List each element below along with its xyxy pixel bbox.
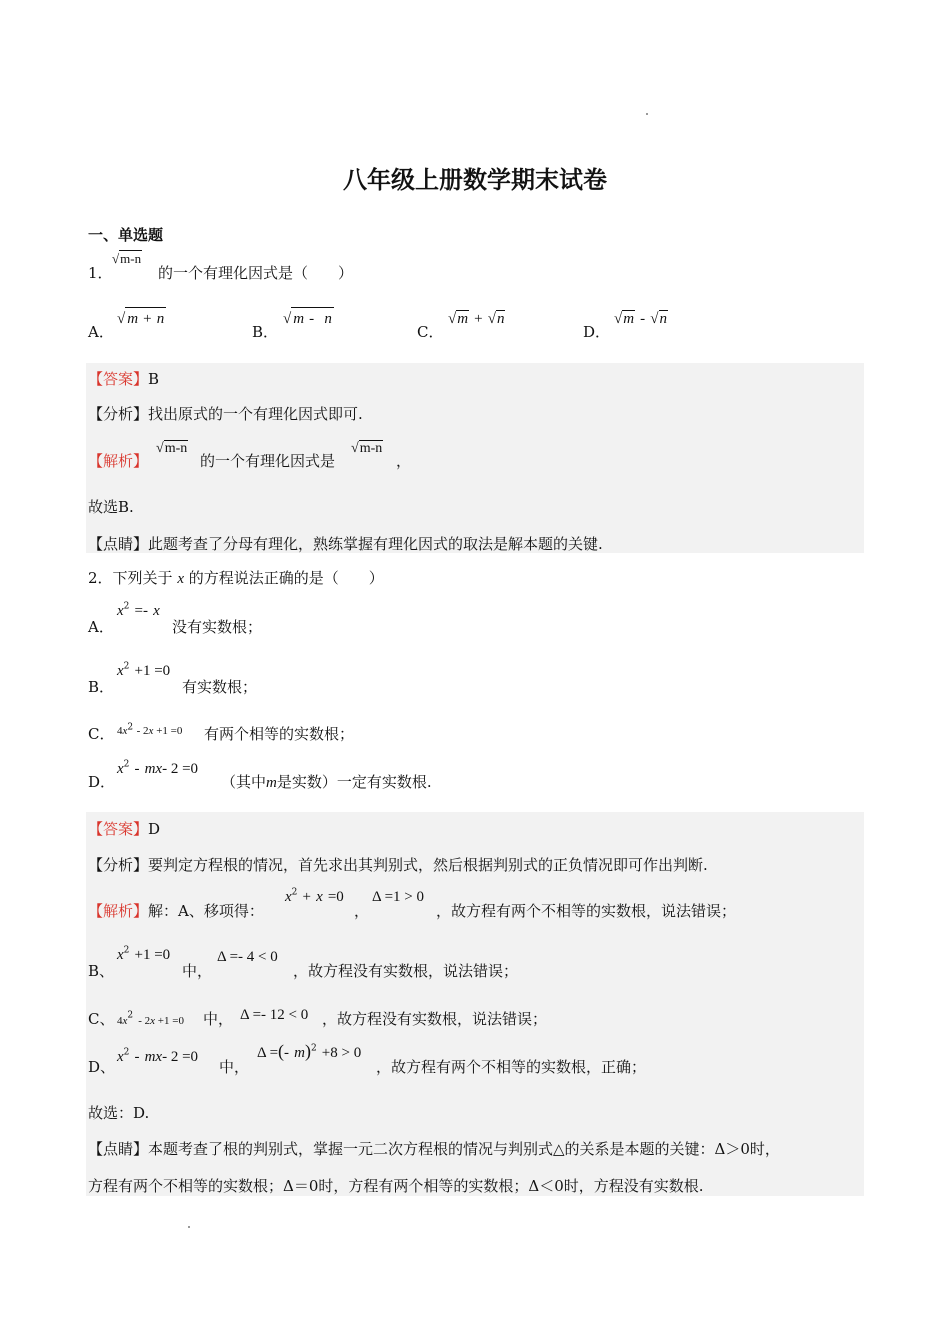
q1-option-b-label: B． <box>252 323 279 341</box>
q2-solution-b-mid: 中， <box>182 962 213 980</box>
q2-option-a-text: 没有实数根； <box>172 618 263 636</box>
q1-solution: 【解析】 <box>88 452 149 470</box>
q1-option-a-label: A． <box>88 323 114 341</box>
q2-solution-d-mid: 中， <box>219 1058 250 1076</box>
q1-stem <box>88 262 113 283</box>
q2-solution-d-eq: $x^2 - mx-$ 2 =0 <box>117 1047 199 1065</box>
q2-solution-d-delta: Δ =(- m)$^2$ +8 > 0 <box>257 1041 362 1061</box>
q2-answer: 【答案】D <box>88 820 161 838</box>
q1-option-c-label: C． <box>417 323 444 341</box>
q2-solution-b-eq: $x^2 +1 =0$ <box>117 945 171 963</box>
header-mark <box>646 113 648 115</box>
q2-option-b-text: 有实数根； <box>182 678 258 696</box>
q2-option-c-text: 有两个相等的实数根； <box>204 725 355 743</box>
q1-solution-radical-2: √m-n <box>351 441 383 456</box>
q1-radical: √m-n <box>112 251 142 266</box>
q1-solution-radical: √m-n <box>156 441 188 456</box>
q2-solution-b-end: ，故方程没有实数根，说法错误； <box>293 962 519 980</box>
q2-analysis: 【分析】要判定方程根的情况，首先求出其判别式，然后根据判别式的正负情况即可作出判断. <box>88 856 708 874</box>
q1-solution-end: ， <box>396 452 412 470</box>
q2-comment-line-1: 【点睛】本题考查了根的判别式，掌握一元二次方程根的情况与判别式△的关系是本题的关键：Δ＞0时， <box>88 1140 780 1158</box>
q2-solution-a: 【解析】解：A、移项得： <box>88 902 264 920</box>
q1-option-b-expr: √ m - n <box>283 308 334 328</box>
q1-answer: 【答案】B <box>88 370 160 388</box>
q1-option-d-label: D． <box>583 323 611 341</box>
q2-solution-c-delta: Δ =- 12 < 0 <box>240 1007 309 1023</box>
q1-radicand: m-n <box>120 251 142 266</box>
q2-solution-a-comma: ， <box>354 904 370 920</box>
q2-solution-c-mid: 中， <box>203 1010 234 1028</box>
q2-solution-d-label: D、 <box>88 1058 116 1076</box>
q2-stem: 2．下列关于 x 的方程说法正确的是（ ） <box>88 569 384 587</box>
q1-option-c-expr: √m + √n <box>448 311 505 327</box>
q2-option-b-eq: $x^2 +1 =0$ <box>117 661 171 679</box>
footer-mark <box>188 1226 190 1228</box>
q2-solution-b-delta: Δ =- 4 < 0 <box>217 949 278 965</box>
q2-option-d-eq: $x^2 - mx-$ 2 =0 <box>117 759 199 777</box>
q2-solution-a-delta: Δ =1 > 0 <box>372 889 424 905</box>
q2-option-a-eq: $x^2 =- x$ <box>117 601 160 619</box>
q1-stem-text: 的一个有理化因式是（ ） <box>158 264 354 282</box>
q1-solution-mid: 的一个有理化因式是 <box>200 452 336 470</box>
q2-option-c-eq: $4x^2 - 2x +1 =0$ <box>117 722 183 737</box>
q1-number: 1． <box>88 264 113 282</box>
q2-solution-d-end: ，故方程有两个不相等的实数根，正确； <box>376 1058 647 1076</box>
q1-option-a-expr: √ m + n <box>117 308 166 328</box>
page-title: 八年级上册数学期末试卷 <box>343 166 607 194</box>
q2-solution-c-end: ，故方程没有实数根，说法错误； <box>322 1010 548 1028</box>
q2-option-d-text: （其中m是实数）一定有实数根. <box>221 773 432 791</box>
q2-comment-line-2: 方程有两个不相等的实数根；Δ＝0时，方程有两个相等的实数根；Δ＜0时，方程没有实数根. <box>88 1177 704 1195</box>
q2-option-c-label: C． <box>88 725 115 743</box>
q2-solution-b-label: B、 <box>88 962 115 980</box>
section-heading: 一、单选题 <box>88 226 164 244</box>
q2-solution-a-end: ，故方程有两个不相等的实数根，说法错误； <box>436 902 737 920</box>
q2-conclusion: 故选：D. <box>88 1104 150 1122</box>
q2-option-b-label: B． <box>88 678 115 696</box>
q1-conclusion: 故选B. <box>88 498 134 516</box>
q2-solution-c-eq: $4x^2 - 2x +1 =0$ <box>117 1010 184 1027</box>
q1-analysis: 【分析】找出原式的一个有理化因式即可. <box>88 405 363 423</box>
q2-option-a-label: A． <box>88 618 114 636</box>
q1-comment: 【点睛】此题考查了分母有理化，熟练掌握有理化因式的取法是解本题的关键. <box>88 535 603 553</box>
q1-option-d-expr: √m - √n <box>614 311 667 327</box>
q2-option-d-label: D． <box>88 773 116 791</box>
q2-solution-c-label: C、 <box>88 1010 115 1028</box>
q2-solution-a-eq: $x^2 + x =0$ <box>285 887 344 905</box>
